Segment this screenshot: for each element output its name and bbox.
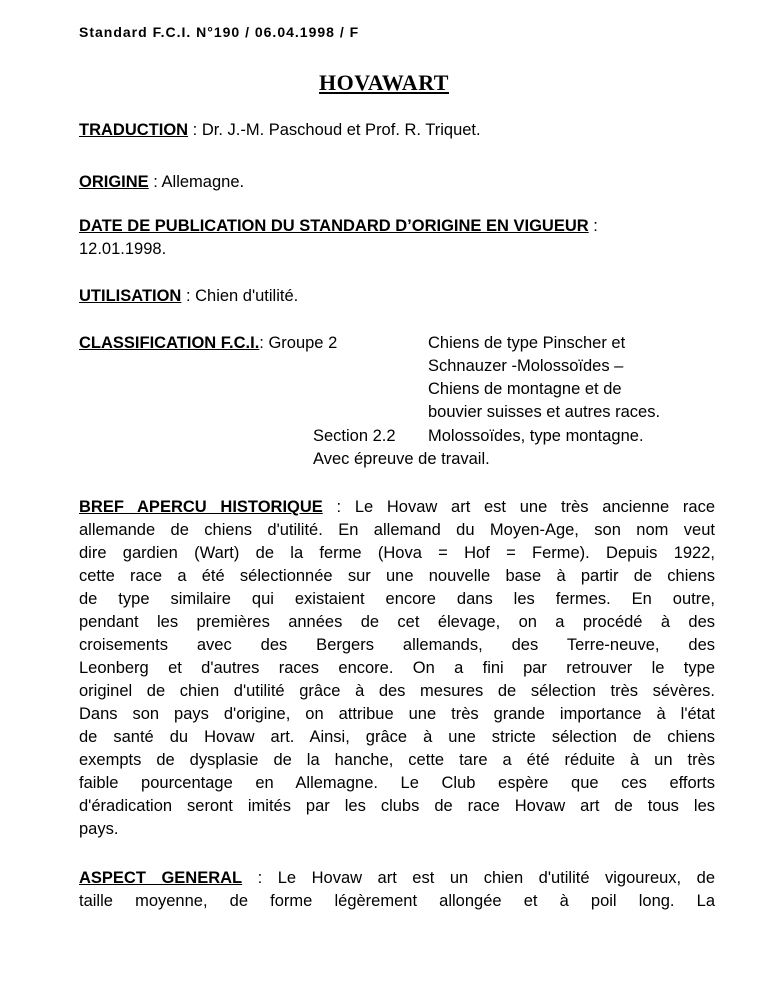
section-label: Section 2.2	[313, 427, 396, 445]
traduction-value: : Dr. J.-M. Paschoud et Prof. R. Triquet.	[188, 121, 481, 139]
date-publication-paragraph	[79, 215, 715, 261]
historique-line: Dans son pays d'origine, on attribue une très grande importance à l'état	[79, 705, 715, 723]
aspect-line: : Le Hovaw art est un chien d'utilité vigoureux, de	[242, 869, 716, 887]
standard-reference: Standard F.C.I. N°190 / 06.04.1998 / F	[79, 24, 360, 40]
classification-groupe: Groupe 2	[268, 334, 338, 352]
date-publication-label: DATE DE PUBLICATION DU STANDARD D’ORIGINE EN VIGUEUR	[79, 217, 589, 235]
utilisation-paragraph	[79, 285, 715, 308]
classification-heading	[79, 332, 337, 355]
date-publication-sep: :	[588, 217, 598, 235]
aspect-paragraph	[79, 867, 715, 913]
historique-line: faible pourcentage en Allemagne. Le Club espère que ces efforts	[79, 774, 715, 792]
epreuve-note: Avec épreuve de travail.	[313, 450, 490, 468]
classification-label: CLASSIFICATION F.C.I.	[79, 334, 260, 352]
historique-line: : Le Hovaw art est une très ancienne race	[322, 498, 715, 516]
origine-paragraph	[79, 171, 715, 194]
historique-line: de santé du Hovaw art. Ainsi, grâce à une stricte sélection de chiens	[79, 728, 715, 746]
historique-line: Leonberg et d'autres races encore. On a fini par retrouver le type	[79, 659, 715, 677]
historique-line: dire gardien (Wart) de la ferme (Hova = Hof = Ferme). Depuis 1922,	[79, 544, 715, 562]
origine-value: : Allemagne.	[148, 173, 245, 191]
historique-line: de type similaire qui existaient encore dans les fermes. En outre,	[79, 590, 715, 608]
groupe-line: Chiens de montagne et de	[428, 380, 622, 398]
traduction-paragraph	[79, 119, 715, 142]
aspect-line: taille moyenne, de forme légèrement allongée et à poil long. La	[79, 892, 715, 910]
historique-line: originel de chien d'utilité grâce à des mesures de sélection très sévères.	[79, 682, 715, 700]
classification-sep: :	[259, 334, 269, 352]
groupe-line: Chiens de type Pinscher et	[428, 334, 626, 352]
groupe-line: bouvier suisses et autres races.	[428, 403, 661, 421]
historique-line: croisements avec des Bergers allemands, des Terre-neuve, des	[79, 636, 715, 654]
historique-label: BREF APERCU HISTORIQUE	[79, 498, 323, 516]
groupe-line: Schnauzer -Molossoïdes –	[428, 357, 624, 375]
section-value: Molossoïdes, type montagne.	[428, 427, 644, 445]
traduction-label: TRADUCTION	[79, 121, 189, 139]
origine-label: ORIGINE	[79, 173, 149, 191]
historique-line: exempts de dysplasie de la hanche, cette tare a été réduite à un très	[79, 751, 715, 769]
historique-paragraph	[79, 496, 715, 841]
page-title: HOVAWART	[319, 70, 449, 95]
historique-line: allemande de chiens d'utilité. En allemand du Moyen-Age, son nom veut	[79, 521, 715, 539]
aspect-label: ASPECT GENERAL	[79, 869, 243, 887]
date-publication-value: 12.01.1998.	[79, 240, 167, 258]
utilisation-value: : Chien d'utilité.	[181, 287, 299, 305]
historique-line: pays.	[79, 820, 119, 838]
historique-line: pendant les premières années de cet élevage, on a procédé à des	[79, 613, 715, 631]
utilisation-label: UTILISATION	[79, 287, 182, 305]
historique-line: d'éradication seront imités par les clubs de race Hovaw art de tous les	[79, 797, 715, 815]
historique-line: cette race a été sélectionnée sur une nouvelle base à partir de chiens	[79, 567, 715, 585]
